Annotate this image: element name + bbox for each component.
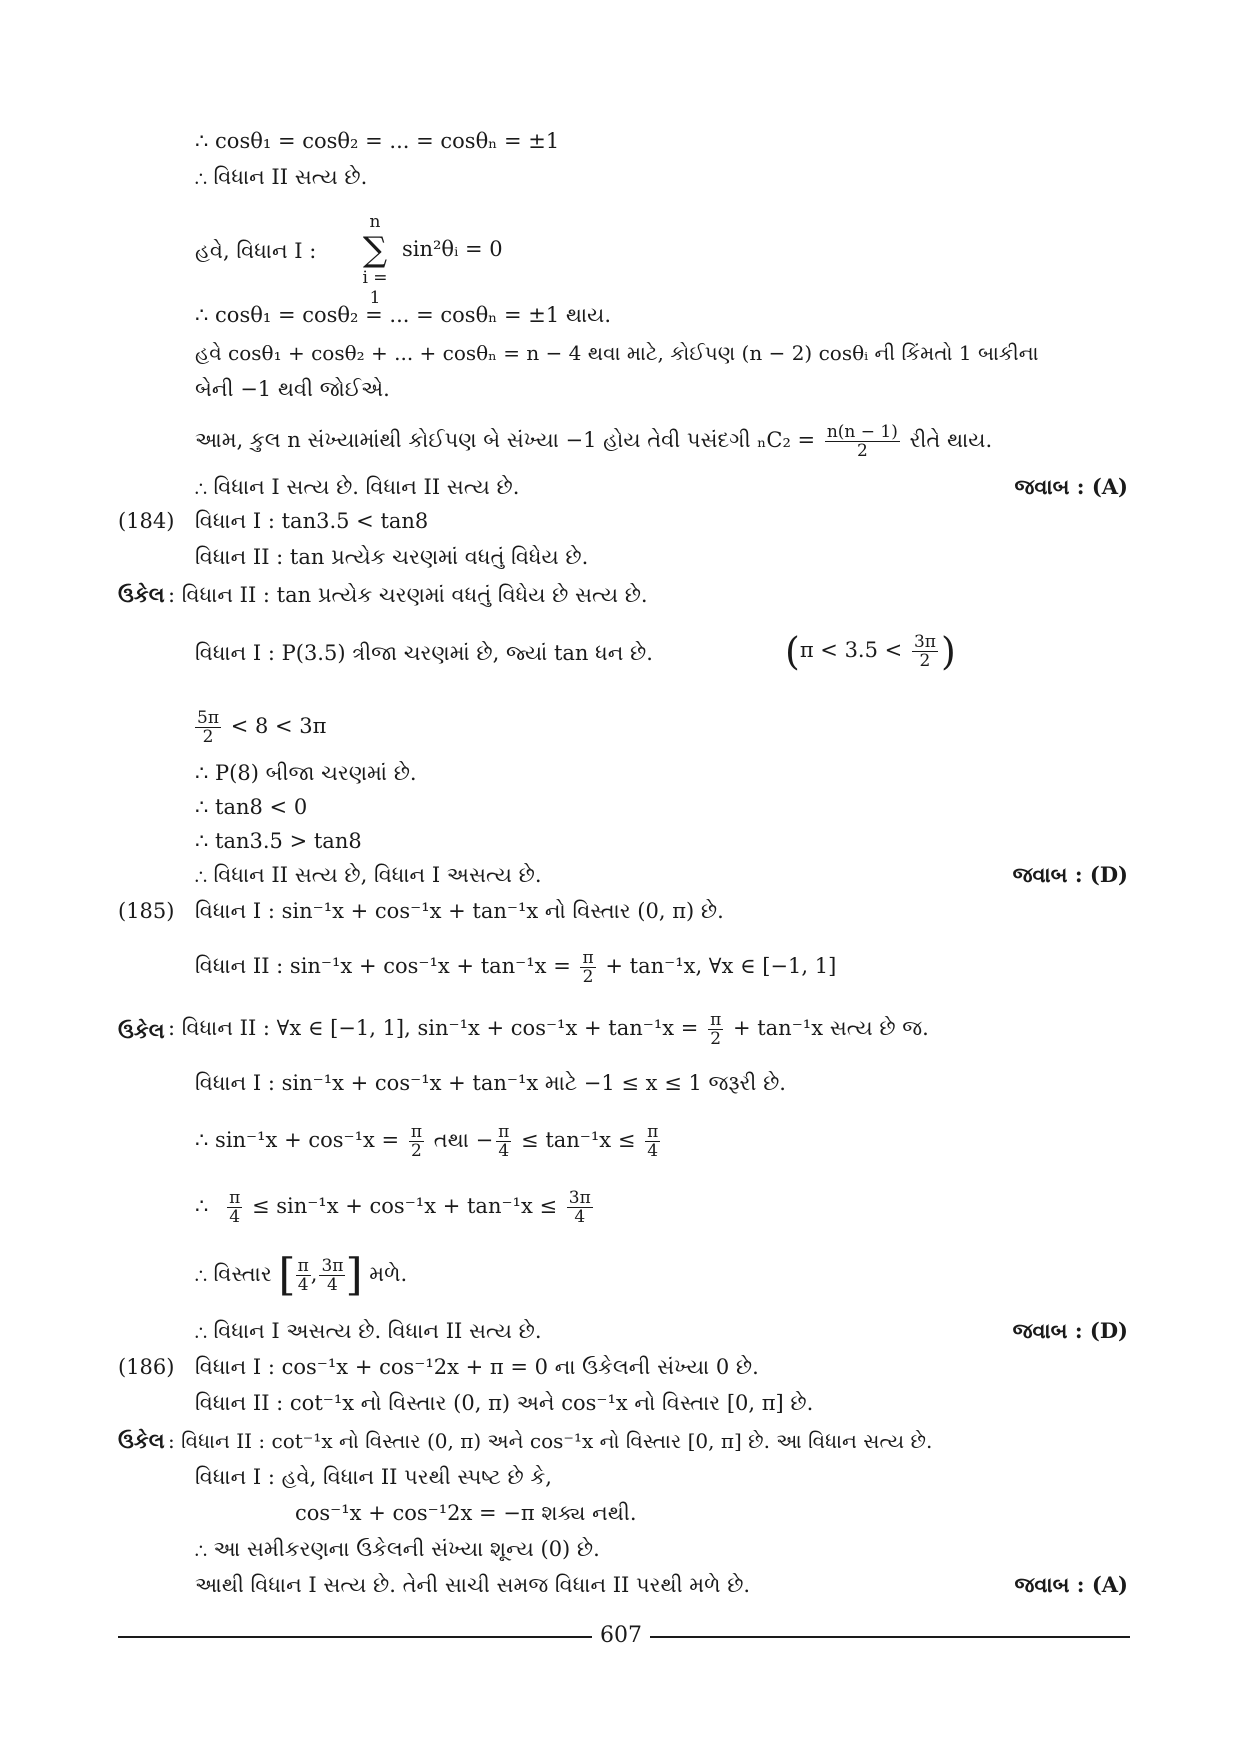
footer-rule-left (118, 1636, 592, 1638)
statement-1: વિધાન I : sin⁻¹x + cos⁻¹x + tan⁻¹x નો વિસ્તાર (0, π) છે. (195, 899, 724, 923)
text-line: હવે, વિધાન I : (195, 239, 317, 263)
sigma-upper: n (369, 212, 381, 232)
statement-2: વિધાન II : tan પ્રત્યેક ચરણમાં વધતું વિધેય છે. (195, 545, 589, 569)
solution-line: આથી વિધાન I સત્ય છે. તેની સાચી સમજ વિધાન II પરથી મળે છે. (195, 1573, 751, 1597)
sigma-lower: i = 1 (362, 268, 388, 308)
solution-line: વિધાન I : sin⁻¹x + cos⁻¹x + tan⁻¹x માટે −1 ≤ x ≤ 1 જરૂરી છે. (195, 1071, 786, 1095)
solution-label: ઉકેલ (118, 582, 165, 607)
solution-label: ઉકેલ (118, 1428, 165, 1453)
solution-line: ∴ sin⁻¹x + cos⁻¹x = $\frac{\pi}{2}$ તથા − $\frac{\pi}{4}$ ≤ tan⁻¹x ≤ $\frac{\pi}{4}$ (195, 1122, 659, 1161)
question-number: (186) (118, 1355, 175, 1379)
text-line: ∴ વિધાન I સત્ય છે. વિધાન II સત્ય છે. (195, 475, 520, 499)
solution-line: : વિધાન II : cot⁻¹x નો વિસ્તાર (0, π) અને cos⁻¹x નો વિસ્તાર [0, π] છે. આ વિધાન સત્ય છે. (168, 1429, 933, 1453)
solution-line: : વિધાન II : tan પ્રત્યેક ચરણમાં વધતું વિધેય છે સત્ય છે. (168, 583, 648, 607)
text-line: ∴ cosθ₁ = cosθ₂ = ... = cosθₙ = ±1 થાય. (195, 303, 611, 327)
answer-label: જવાબ : (A) (1014, 1572, 1128, 1597)
solution-label: ઉકેલ (118, 1018, 165, 1043)
statement-2: વિધાન II : cot⁻¹x નો વિસ્તાર (0, π) અને cos⁻¹x નો વિસ્તાર [0, π] છે. (195, 1391, 814, 1415)
solution-line: ∴ આ સમીકરણના ઉકેલની સંખ્યા શૂન્ય (0) છે. (195, 1537, 600, 1561)
statement-1: વિધાન I : cos⁻¹x + cos⁻¹2x + π = 0 ના ઉકેલની સંખ્યા 0 છે. (195, 1355, 759, 1379)
solution-line: ∴ tan3.5 > tan8 (195, 829, 362, 853)
range-note: (π < 3.5 < $\frac{3\pi}{2}$ ) (785, 629, 956, 674)
solution-line: વિધાન I : P(3.5) ત્રીજા ચરણમાં છે, જ્યાં tan ધન છે. (195, 641, 653, 665)
text-line (195, 420, 992, 460)
sigma-symbol: ∑ (362, 230, 388, 270)
text-line: ∴ cosθ₁ = cosθ₂ = ... = cosθₙ = ±1 (195, 129, 560, 153)
page-number: 607 (600, 1623, 642, 1648)
text-segment: રીતે થાય. (909, 428, 993, 452)
text-line: sin²θᵢ = 0 (402, 237, 503, 261)
statement-2: વિધાન II : sin⁻¹x + cos⁻¹x + tan⁻¹x = $\frac{\pi}{2}$ + tan⁻¹x, ∀x ∈ [−1, 1] (195, 948, 837, 987)
text-line: બેની −1 થવી જોઈએ. (195, 377, 390, 401)
fraction: $\frac{n(n - 1)}{2}$ (826, 422, 898, 461)
answer-label: જવાબ : (D) (1012, 862, 1128, 887)
solution-line: ∴ વિધાન II સત્ય છે, વિધાન I અસત્ય છે. (195, 863, 542, 887)
solution-line: ∴ $\frac{\pi}{4}$ ≤ sin⁻¹x + cos⁻¹x + tan⁻¹x ≤ $\frac{3\pi}{4}$ (195, 1188, 591, 1227)
solution-line: ∴ વિધાન I અસત્ય છે. વિધાન II સત્ય છે. (195, 1319, 542, 1343)
solution-line: : વિધાન II : ∀x ∈ [−1, 1], sin⁻¹x + cos⁻¹x + tan⁻¹x = $\frac{\pi}{2}$ + tan⁻¹x સત્ય છે જ. (168, 1010, 929, 1049)
text-line: ∴ વિધાન II સત્ય છે. (195, 165, 368, 189)
answer-label: જવાબ : (D) (1012, 1318, 1128, 1343)
answer-label: જવાબ : (A) (1014, 474, 1128, 499)
solution-line: cos⁻¹x + cos⁻¹2x = −π શક્ય નથી. (295, 1501, 637, 1525)
footer-rule-right (650, 1636, 1130, 1638)
solution-line: ∴ વિસ્તાર [ $\frac{\pi}{4}$ , $\frac{3\pi}{4}$ ] મળે. (195, 1249, 408, 1301)
solution-line: ∴ P(8) બીજા ચરણમાં છે. (195, 761, 417, 785)
text-segment: આમ, કુલ n સંખ્યામાંથી કોઈપણ બે સંખ્યા −1 હોય તેવી પસંદગી ₙC₂ = (195, 428, 816, 452)
question-number: (185) (118, 899, 175, 923)
solution-line: $\frac{5\pi}{2}$ < 8 < 3π (197, 708, 327, 747)
statement-1: વિધાન I : tan3.5 < tan8 (195, 509, 429, 533)
summation (355, 212, 395, 308)
solution-line: ∴ tan8 < 0 (195, 795, 308, 819)
solution-line: વિધાન I : હવે, વિધાન II પરથી સ્પષ્ટ છે કે, (195, 1465, 552, 1489)
question-number: (184) (118, 509, 175, 533)
text-line: હવે cosθ₁ + cosθ₂ + ... + cosθₙ = n − 4 થવા માટે, કોઈપણ (n − 2) cosθᵢ ની કિંમતો 1 બાકીના (195, 341, 1039, 365)
